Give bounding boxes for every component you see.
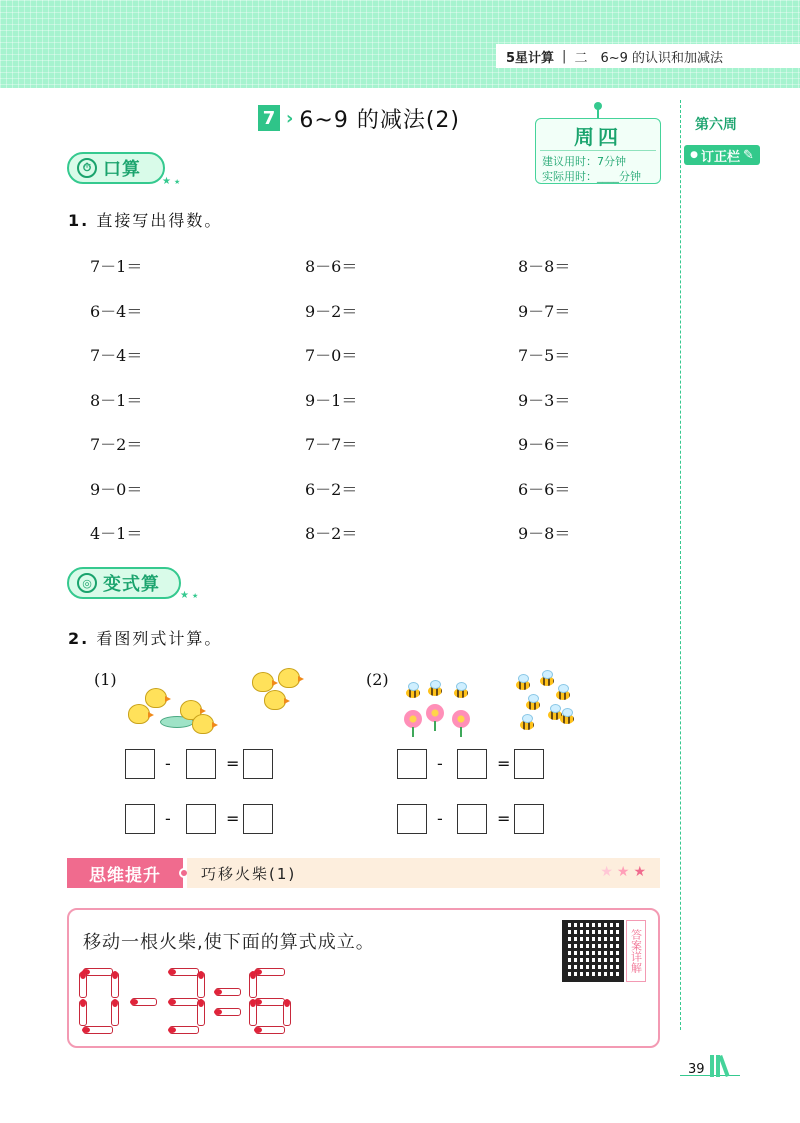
thinking-topic: 巧移火柴(1) <box>201 864 297 883</box>
matchstick[interactable] <box>111 1000 119 1026</box>
section-label-oral: 口算 <box>103 159 141 180</box>
lesson-number: 7 <box>258 105 280 131</box>
matchstick-puzzle <box>67 908 660 1048</box>
puzzle-prompt: 移动一根火柴,使下面的算式成立。 <box>83 932 375 953</box>
answer-box[interactable] <box>186 804 216 834</box>
matchstick[interactable] <box>215 988 241 996</box>
minus-sign: - <box>437 754 443 773</box>
section-pill-variant <box>67 567 181 599</box>
answer-box[interactable] <box>125 749 155 779</box>
matchstick[interactable] <box>249 1000 257 1026</box>
equation-item: 7－1＝ <box>90 257 143 276</box>
matchstick[interactable] <box>79 972 87 998</box>
section-pill-oral <box>67 152 165 184</box>
matchstick[interactable] <box>255 1026 285 1034</box>
difficulty-stars <box>600 864 650 880</box>
matchstick[interactable] <box>215 1008 241 1016</box>
bee-icon <box>556 690 570 700</box>
matchstick[interactable] <box>197 1000 205 1026</box>
chevron-right-icon: › <box>286 107 294 129</box>
part-label-2: (2) <box>366 670 389 689</box>
day-box <box>535 118 661 184</box>
header-tab <box>496 44 800 68</box>
answer-box[interactable] <box>125 804 155 834</box>
answer-box[interactable] <box>514 804 544 834</box>
correction-label: 订正栏 <box>700 149 740 165</box>
equation-item: 4－1＝ <box>90 524 143 543</box>
matchstick[interactable] <box>131 998 157 1006</box>
star-icon: ★ <box>600 864 617 880</box>
brand-title: 5星计算 <box>506 50 555 66</box>
answer-box[interactable] <box>397 804 427 834</box>
thinking-bar <box>187 858 660 888</box>
equals-sign: = <box>226 809 240 828</box>
equation-item: 7－2＝ <box>90 435 143 454</box>
chapter-title: 二 6~9 的认识和加减法 <box>574 50 724 66</box>
equation-item: 8－6＝ <box>305 257 358 276</box>
answer-box[interactable] <box>186 749 216 779</box>
bee-icon <box>526 700 540 710</box>
qr-caption: 答案详解 <box>626 920 646 982</box>
target-icon: ◎ <box>77 573 97 593</box>
equation-item: 9－2＝ <box>305 301 358 321</box>
answer-box[interactable] <box>243 749 273 779</box>
sidebar-divider <box>680 100 681 1030</box>
equation-item: 6－2＝ <box>305 479 358 499</box>
chick-icon <box>145 688 167 708</box>
qr-code-icon[interactable] <box>562 920 624 982</box>
pencil-icon: ✎ <box>742 147 754 163</box>
books-icon <box>710 1055 728 1081</box>
star-icon: ★ <box>633 864 650 880</box>
matchstick[interactable] <box>255 968 285 976</box>
star-icon: ★ <box>174 178 181 186</box>
chick-icon <box>278 668 300 688</box>
equation-item: 6－4＝ <box>90 301 143 321</box>
equation-item: 8－2＝ <box>305 524 358 543</box>
page-number: 39 <box>688 1062 705 1077</box>
question-1 <box>68 208 222 231</box>
flower-icon <box>404 710 422 728</box>
star-icon: ★ <box>162 176 171 187</box>
question-text: 看图列式计算。 <box>96 629 223 648</box>
header-separator: | <box>562 48 567 64</box>
matchstick[interactable] <box>169 998 199 1006</box>
equals-sign: = <box>497 754 511 773</box>
lesson-name: 6~9 的减法(2) <box>299 107 461 133</box>
matchstick[interactable] <box>169 1026 199 1034</box>
stopwatch-icon: ⏱ <box>77 158 97 178</box>
answer-box[interactable] <box>243 804 273 834</box>
week-label: 第六周 <box>695 117 737 133</box>
bee-icon <box>540 676 554 686</box>
bee-icon <box>428 686 442 696</box>
chick-icon <box>252 672 274 692</box>
question-2 <box>68 626 222 649</box>
equation-item: 9－1＝ <box>305 390 358 410</box>
matchstick[interactable] <box>111 972 119 998</box>
actual-time: 实际用时：____分钟 <box>542 170 641 183</box>
matchstick[interactable] <box>83 968 113 976</box>
equation-item: 9－6＝ <box>518 435 571 454</box>
chick-icon <box>192 714 214 734</box>
matchstick[interactable] <box>79 1000 87 1026</box>
equation-item: 7－5＝ <box>518 346 571 365</box>
equals-sign: = <box>226 754 240 773</box>
suggested-time: 建议用时：7分钟 <box>542 155 626 168</box>
bee-icon <box>560 714 574 724</box>
minus-sign: - <box>437 809 443 828</box>
lesson-title <box>258 103 460 133</box>
equation-item: 9－0＝ <box>90 479 143 499</box>
chick-icon <box>128 704 150 724</box>
equation-item: 9－3＝ <box>518 390 571 410</box>
answer-box[interactable] <box>514 749 544 779</box>
day-name: 周四 <box>574 125 622 149</box>
matchstick[interactable] <box>249 972 257 998</box>
equation-item: 6－6＝ <box>518 479 571 499</box>
equation-item: 8－8＝ <box>518 257 571 276</box>
star-icon: ★ <box>180 590 189 601</box>
matchstick[interactable] <box>197 972 205 998</box>
section-label-variant: 变式算 <box>103 574 160 595</box>
equation-item: 9－8＝ <box>518 524 571 543</box>
part-label-1: (1) <box>94 670 117 689</box>
correction-tab <box>684 145 760 165</box>
answer-box[interactable] <box>457 749 487 779</box>
matchstick[interactable] <box>169 968 199 976</box>
minus-sign: - <box>165 754 171 773</box>
stem <box>460 727 462 737</box>
equation-item: 8－1＝ <box>90 390 143 410</box>
answer-box[interactable] <box>457 804 487 834</box>
bee-icon <box>520 720 534 730</box>
stem <box>434 721 436 731</box>
thinking-tag: 思维提升 <box>67 858 183 888</box>
star-icon: ★ <box>192 592 199 600</box>
matchstick[interactable] <box>283 1000 291 1026</box>
chick-icon <box>264 690 286 710</box>
dot-icon: ● <box>690 150 698 160</box>
bee-icon <box>406 688 420 698</box>
equals-sign: = <box>497 809 511 828</box>
equation-item: 7－4＝ <box>90 346 143 365</box>
stem <box>412 727 414 737</box>
equation-item: 7－0＝ <box>305 346 358 365</box>
equation-item: 7－7＝ <box>305 435 358 454</box>
answer-box[interactable] <box>397 749 427 779</box>
flower-icon <box>426 704 444 722</box>
bee-icon <box>454 688 468 698</box>
question-number: 1. <box>68 211 90 230</box>
star-icon: ★ <box>616 864 634 880</box>
day-divider <box>540 150 656 151</box>
minus-sign: - <box>165 809 171 828</box>
question-number: 2. <box>68 629 90 648</box>
bee-icon <box>516 680 530 690</box>
matchstick[interactable] <box>83 1026 113 1034</box>
equation-item: 9－7＝ <box>518 301 571 321</box>
flower-icon <box>452 710 470 728</box>
matchstick[interactable] <box>255 998 285 1006</box>
question-text: 直接写出得数。 <box>96 211 223 230</box>
